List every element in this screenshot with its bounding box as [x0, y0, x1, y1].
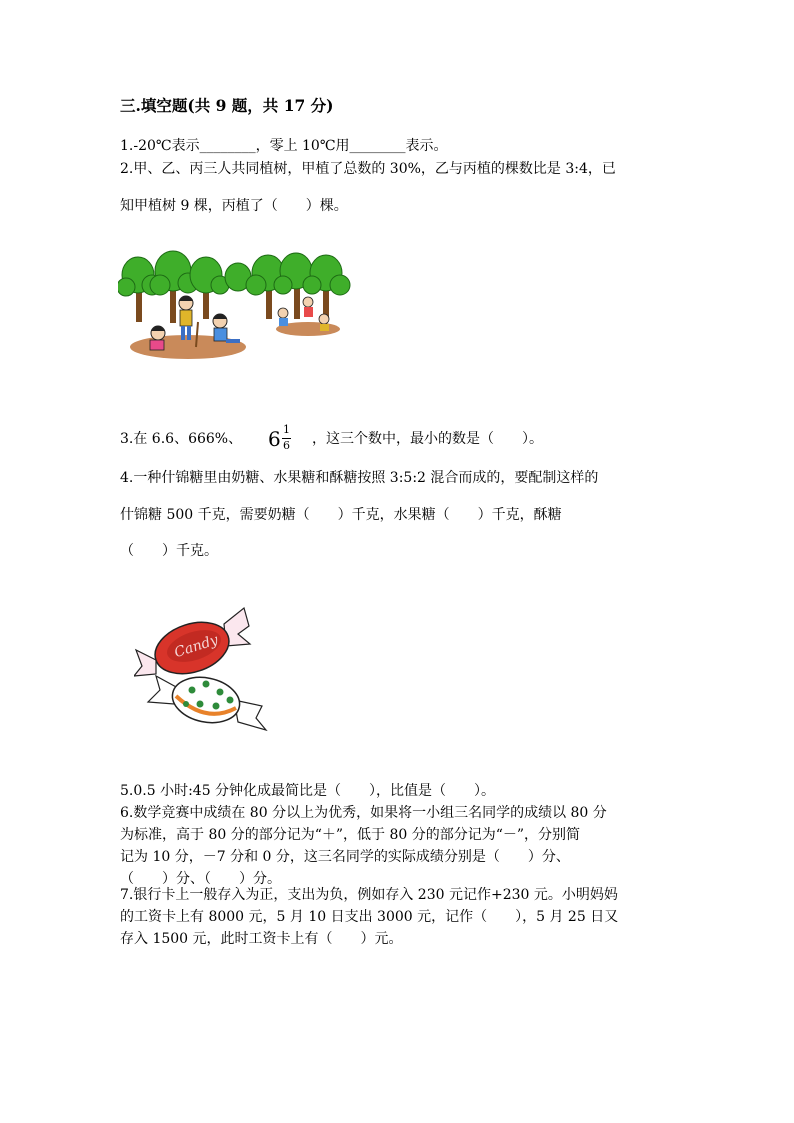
question-6-line-1: 6.数学竞赛中成绩在 80 分以上为优秀，如果将一小组三名同学的成绩以 80 分 — [120, 805, 607, 821]
tree-planting-illustration — [118, 247, 358, 365]
section-title: 三.填空题(共 9 题，共 17 分) — [120, 96, 334, 115]
fraction-whole: 6 — [268, 427, 281, 451]
question-7-line-1: 7.银行卡上一般存入为正，支出为负，例如存入 230 元记作+230 元。小明妈妈 — [120, 887, 618, 903]
question-6-line-3: 记为 10 分，－7 分和 0 分，这三名同学的实际成绩分别是（ ）分、 — [120, 849, 570, 865]
candy-illustration — [134, 604, 274, 738]
question-2-line-2: 知甲植树 9 棵，丙植了（ ）棵。 — [120, 198, 348, 214]
question-2-line-1: 2.甲、乙、丙三人共同植树，甲植了总数的 30%，乙与丙植的棵数比是 3:4，已 — [120, 161, 616, 177]
question-7-line-2: 的工资卡上有 8000 元，5 月 10 日支出 3000 元，记作（ ），5 月 25 日又 — [120, 909, 619, 925]
question-4-line-3: （ ）千克。 — [120, 543, 218, 559]
question-6-line-4: （ ）分、（ ）分。 — [120, 871, 281, 887]
candy-label: Candy — [172, 632, 221, 662]
question-4-line-2: 什锦糖 500 千克，需要奶糖（ ）千克，水果糖（ ）千克，酥糖 — [120, 507, 562, 523]
question-3-suffix: ，这三个数中，最小的数是（ ）。 — [312, 431, 543, 447]
question-5: 5.0.5 小时:45 分钟化成最简比是（ ），比值是（ ）。 — [120, 783, 496, 799]
fraction-numerator: 1 — [283, 423, 290, 436]
question-1: 1.-20℃表示________，零上 10℃用________表示。 — [120, 138, 448, 154]
question-4-line-1: 4.一种什锦糖里由奶糖、水果糖和酥糖按照 3:5:2 混合而成的，要配制这样的 — [120, 470, 599, 486]
fraction-denominator: 6 — [283, 439, 290, 452]
question-6-line-2: 为标准，高于 80 分的部分记为“＋”，低于 80 分的部分记为“－”，分别简 — [120, 827, 581, 843]
question-7-line-3: 存入 1500 元，此时工资卡上有（ ）元。 — [120, 931, 403, 947]
question-3-prefix: 3.在 6.6、666%、 — [120, 431, 243, 447]
trees — [118, 251, 350, 323]
striped-candy — [148, 671, 266, 730]
red-candy — [134, 608, 250, 683]
